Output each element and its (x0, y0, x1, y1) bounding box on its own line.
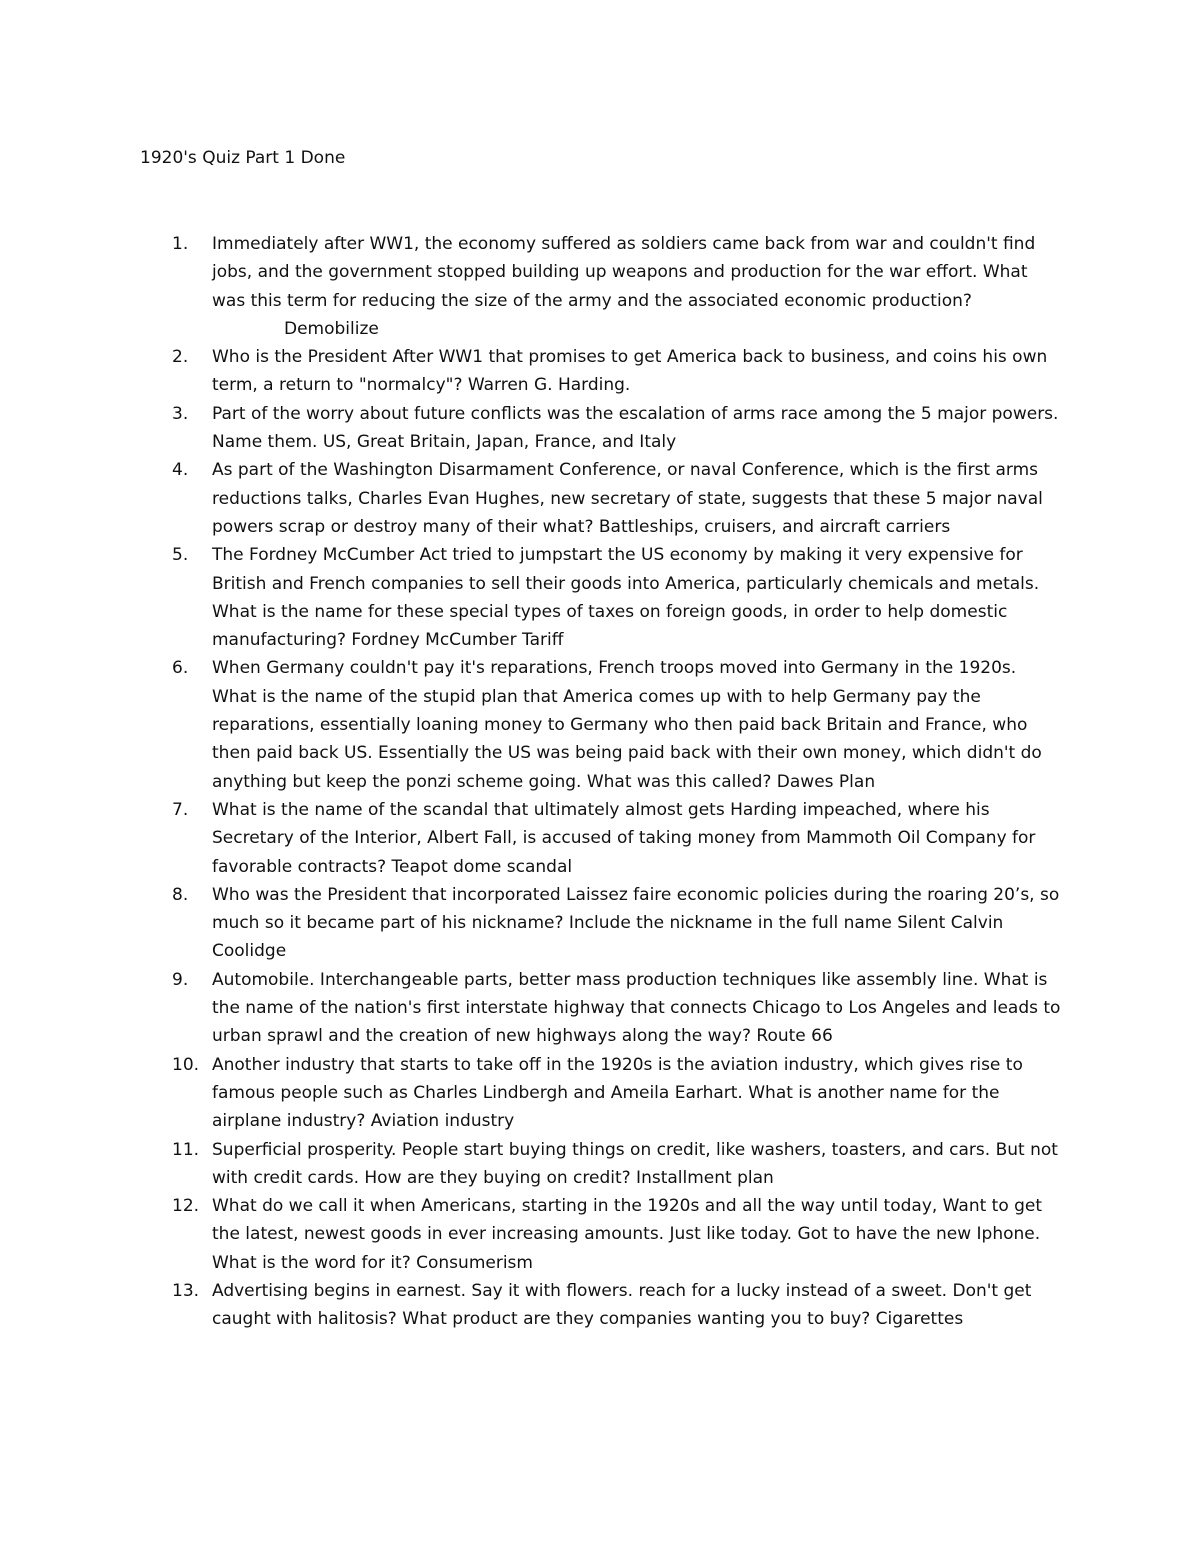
question-text: What do we call it when Americans, starting in the 1920s and all the way until today, Want to get the latest, newest goods in ever increasing amounts. Just like today. Got to have the new Iphone. What is the word for it? Consumerism (212, 1196, 1043, 1273)
question-3 (140, 400, 1065, 457)
question-number: 4. (172, 460, 189, 481)
question-6 (140, 654, 1065, 795)
question-number: 8. (172, 884, 189, 905)
question-11 (140, 1136, 1065, 1193)
question-text: Another industry that starts to take off in the 1920s is the aviation industry, which gives rise to famous people such as Charles Lindbergh and Ameila Earhart. What is another name for the airplane industry? Aviation industry (212, 1054, 1023, 1132)
question-number: 13. (172, 1280, 200, 1301)
question-text: When Germany couldn't pay it's reparations, French troops moved into Germany in the 1920s. What is the name of the stupid plan that America comes up with to help Germany pay the reparations, essentially loaning money to Germany who then paid back Britain and France, who then paid back US. Essentially the US was being paid back with their own money, which didn't do anything but keep the ponzi scheme going. What was this called? Dawes Plan (212, 658, 1042, 792)
question-number: 10. (172, 1054, 200, 1075)
question-number: 6. (172, 658, 189, 679)
question-text: The Fordney McCumber Act tried to jumpstart the US economy by making it very expensive for British and French companies to sell their goods into America, particularly chemicals and metals. What is the name for these special types of taxes on foreign goods, in order to help domestic manufacturing? Fordney McCumber Tariff (212, 545, 1040, 651)
question-number: 1. (172, 234, 189, 254)
question-number: 5. (172, 545, 189, 566)
question-9 (140, 966, 1065, 1051)
question-12 (140, 1192, 1065, 1277)
document-title: 1920's Quiz Part 1 Done (140, 148, 346, 168)
question-text: Superficial prosperity. People start buying things on credit, like washers, toasters, and cars. But not with credit cards. How are they buying on credit? Installment plan (212, 1139, 1058, 1188)
question-text: Who is the President After WW1 that promises to get America back to business, and coins his own term, a return to "normalcy"? Warren G. Harding. (212, 347, 1048, 396)
question-10 (140, 1051, 1065, 1136)
question-text: As part of the Washington Disarmament Conference, or naval Conference, which is the first arms reductions talks, Charles Evan Hughes, new secretary of state, suggests that these 5 major naval powers scrap or destroy many of their what? Battleships, cruisers, and aircraft carriers (212, 460, 1043, 537)
question-number: 7. (172, 799, 189, 820)
question-number: 3. (172, 403, 189, 424)
question-list (140, 230, 1065, 1334)
question-text: Part of the worry about future conflicts was the escalation of arms race among the 5 major powers. Name them. US, Great Britain, Japan, France, and Italy (212, 403, 1059, 453)
question-number: 11. (172, 1139, 200, 1160)
question-text: What is the name of the scandal that ultimately almost gets Harding impeached, where his Secretary of the Interior, Albert Fall, is accused of taking money from Mammoth Oil Company for favorable contracts? Teapot dome scandal (212, 799, 1036, 877)
question-13 (140, 1277, 1065, 1334)
question-text: Who was the President that incorporated Laissez faire economic policies during the roaring 20’s, so much so it became part of his nickname? Include the nickname in the full name Silent Calvin Coolidge (212, 884, 1060, 962)
question-text: Immediately after WW1, the economy suffered as soldiers came back from war and couldn't find jobs, and the government stopped building up weapons and production for the war effort. What was this term for reducing the size of the army and the associated economic production? (212, 234, 1036, 311)
question-4 (140, 456, 1065, 541)
question-8 (140, 881, 1065, 966)
question-2 (140, 343, 1065, 400)
question-5 (140, 541, 1065, 654)
question-number: 12. (172, 1196, 200, 1217)
question-text: Automobile. Interchangeable parts, better mass production techniques like assembly line. What is the name of the nation's first interstate highway that connects Chicago to Los Angeles and leads to urban sprawl and the creation of new highways along the way? Route 66 (212, 969, 1061, 1047)
question-number: 9. (172, 969, 189, 990)
question-answer: Demobilize (284, 318, 379, 339)
question-number: 2. (172, 347, 189, 368)
question-1 (140, 230, 1065, 343)
question-7 (140, 796, 1065, 881)
question-text: Advertising begins in earnest. Say it with flowers. reach for a lucky instead of a sweet. Don't get caught with halitosis? What product are they companies wanting you to buy? Cigarettes (212, 1280, 1032, 1330)
